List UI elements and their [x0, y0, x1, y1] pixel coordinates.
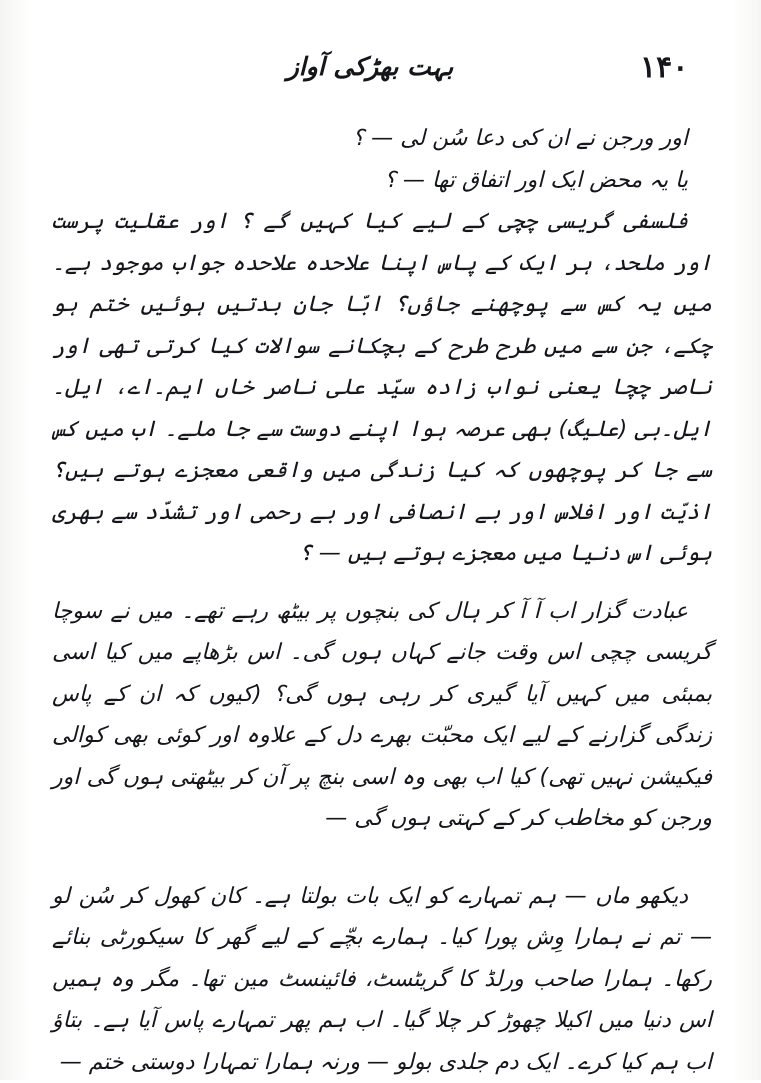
paragraph: یا یہ محض ایک اور اتفاق تھا — ؟ [52, 160, 712, 202]
paragraph: فلسفی گریسی چچی کے لیے کیا کہیں گے ؟ اور عقلیت پرست اور ملحد، ہر ایک کے پاس اپنا علاحدہ علاحدہ جواب موجود ہے۔ میں یہ کس سے پوچھنے جاؤں؟ ابّا جان بدتیں ہوئیں ختم ہو چکے، جن سے میں طرح طرح کے بچکانے سوالات کیا کرتی تھی اور ناصر چچا یعنی نواب زادہ سیّد علی ناصر خاں ایم۔اے، ایل۔ایل۔بی (علیگ) بھی عرصہ ہوا اپنے دوست سے جا ملے۔ اب میں کس سے جا کر پوچھوں کہ کیا زندگی میں واقعی معجزے ہوتے ہیں؟ اذیّت اور افلاس اور بے انصافی اور بے رحمی اور تشدّد سے بھری ہوئی اس دنیا میں معجزے ہوتے ہیں — ؟ [52, 201, 712, 575]
paragraph: اور ورجن نے ان کی دعا سُن لی — ؟ [52, 118, 712, 160]
page-number: ۱۴۰ [640, 50, 688, 85]
paragraph: عبادت گزار اب آ آ کر ہال کی بنچوں پر بیٹھ رہے تھے۔ میں نے سوچا گریسی چچی اس وقت جانے کہاں ہوں گی۔ اس بڑھاپے میں کیا اسی بمبئی میں کہیں آیا گیری کر رہی ہوں گی؟ (کیوں کہ ان کے پاس زندگی گزارنے کے لیے ایک محبّت بھرے دل کے علاوہ اور کوئی بھی کوالی فیکیشن نہیں تھی) کیا اب بھی وہ اسی بنچ پر آن کر بیٹھتی ہوں گی اور ورجن کو مخاطب کر کے کہتی ہوں گی — [52, 591, 712, 840]
page-header [0, 44, 761, 94]
paragraph: دیکھو ماں — ہم تمہارے کو ایک بات بولتا ہے۔ کان کھول کر سُن لو — تم نے ہمارا وِش پورا کیا۔ ہمارے بچّے کے لیے گھر کا سیکورٹی بنائے رکھا۔ ہمارا صاحب ورلڈ کا گریٹسٹ، فائینسٹ مین تھا۔ مگر وہ ہمیں اس دنیا میں اکیلا چھوڑ کر چلا گیا۔ اب ہم پھر تمہارے پاس آیا ہے۔ بتاؤ اب ہم کیا کرے۔ ایک دم جلدی بولو — ورنہ ہمارا تمہارا دوستی ختم — [52, 876, 712, 1083]
page-body [52, 118, 712, 1083]
running-title: بہت بھڑکی آواز [270, 52, 470, 81]
